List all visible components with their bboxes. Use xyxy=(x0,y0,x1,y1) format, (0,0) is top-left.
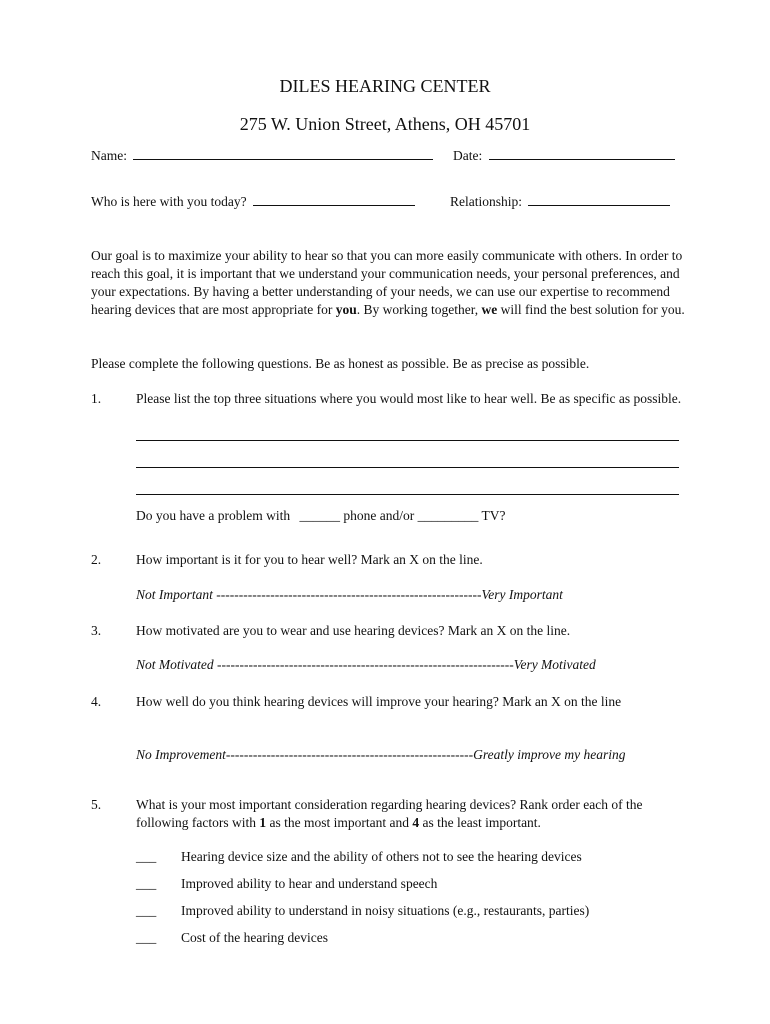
q1-answer-line-3[interactable] xyxy=(136,494,679,495)
relationship-label: Relationship: xyxy=(450,194,522,209)
name-row xyxy=(91,146,433,165)
rank-blank-speech[interactable]: ___ xyxy=(136,876,157,891)
q3-number: 3. xyxy=(91,623,102,638)
rank-option-cost: Cost of the hearing devices xyxy=(181,930,328,945)
instructions: Please complete the following questions. Be as honest as possible. Be as precise as possible. xyxy=(91,356,590,371)
tv-blank[interactable]: _________ xyxy=(417,508,479,523)
q4-number: 4. xyxy=(91,694,102,709)
q2-number: 2. xyxy=(91,552,102,567)
q1-answer-line-1[interactable] xyxy=(136,440,679,441)
rank-blank-cost[interactable]: ___ xyxy=(136,930,157,945)
q1-followup-text-3: TV? xyxy=(481,508,506,523)
q3-motivation-scale[interactable]: Not Motivated ------------------------------------------------------------------Very Motivated xyxy=(136,657,596,672)
q2-text: How important is it for you to hear well? Mark an X on the line. xyxy=(136,552,483,567)
q1-followup xyxy=(136,507,505,525)
q5-text-3: as the least important. xyxy=(419,815,541,830)
relationship-row xyxy=(450,192,670,211)
q5-bold-4: 4 xyxy=(412,815,420,830)
name-field[interactable] xyxy=(133,146,433,160)
rank-option-noise: Improved ability to understand in noisy situations (e.g., restaurants, parties) xyxy=(181,903,590,918)
q5-text-1: What is your most important consideration regarding hearing devices? Rank order each of the following factors with xyxy=(136,797,643,830)
q2-importance-scale[interactable]: Not Important -----------------------------------------------------------Very Important xyxy=(136,587,563,602)
date-field[interactable] xyxy=(489,146,675,160)
q5-text xyxy=(136,796,681,832)
intro-bold-you: you xyxy=(335,302,357,317)
q3-text: How motivated are you to wear and use hearing devices? Mark an X on the line. xyxy=(136,623,571,638)
q1-followup-text-1: Do you have a problem with xyxy=(136,508,291,523)
q4-improvement-scale[interactable]: No Improvement-------------------------------------------------------Greatly improve my hearing xyxy=(136,747,626,762)
form-title: DILES HEARING CENTER xyxy=(279,76,491,96)
date-row xyxy=(453,146,675,165)
phone-blank[interactable]: ______ xyxy=(299,508,340,523)
companion-label: Who is here with you today? xyxy=(91,194,247,209)
clinic-address: 275 W. Union Street, Athens, OH 45701 xyxy=(239,114,531,134)
name-label: Name: xyxy=(91,148,127,163)
companion-field[interactable] xyxy=(253,192,415,206)
intro-bold-we: we xyxy=(481,302,498,317)
intro-text-1: Our goal is to maximize your ability to hear so that you can more easily communicate with others. In order to reach this goal, it is important that we understand your communication needs, your personal preferences, and your expectations. By having a better understanding of your needs, we can use our expertise to recommend hearing devices that are most appropriate for xyxy=(91,248,683,317)
rank-blank-size[interactable]: ___ xyxy=(136,849,157,864)
q1-answer-line-2[interactable] xyxy=(136,467,679,468)
intro-text-2: . By working together, xyxy=(356,302,482,317)
q1-followup-text-2: phone and/or xyxy=(343,508,415,523)
q1-text: Please list the top three situations where you would most like to hear well. Be as specific as possible. xyxy=(136,391,682,406)
intro-paragraph xyxy=(91,247,691,319)
q5-bold-1: 1 xyxy=(259,815,267,830)
rank-option-size: Hearing device size and the ability of others not to see the hearing devices xyxy=(181,849,582,864)
relationship-field[interactable] xyxy=(528,192,670,206)
rank-option-speech: Improved ability to hear and understand speech xyxy=(181,876,438,891)
q5-number: 5. xyxy=(91,797,102,812)
q4-text: How well do you think hearing devices will improve your hearing? Mark an X on the line xyxy=(136,694,622,709)
date-label: Date: xyxy=(453,148,483,163)
intro-text-3: will find the best solution for you. xyxy=(497,302,685,317)
rank-blank-noise[interactable]: ___ xyxy=(136,903,157,918)
q5-text-2: as the most important and xyxy=(266,815,413,830)
q1-number: 1. xyxy=(91,391,102,406)
companion-row xyxy=(91,192,415,211)
